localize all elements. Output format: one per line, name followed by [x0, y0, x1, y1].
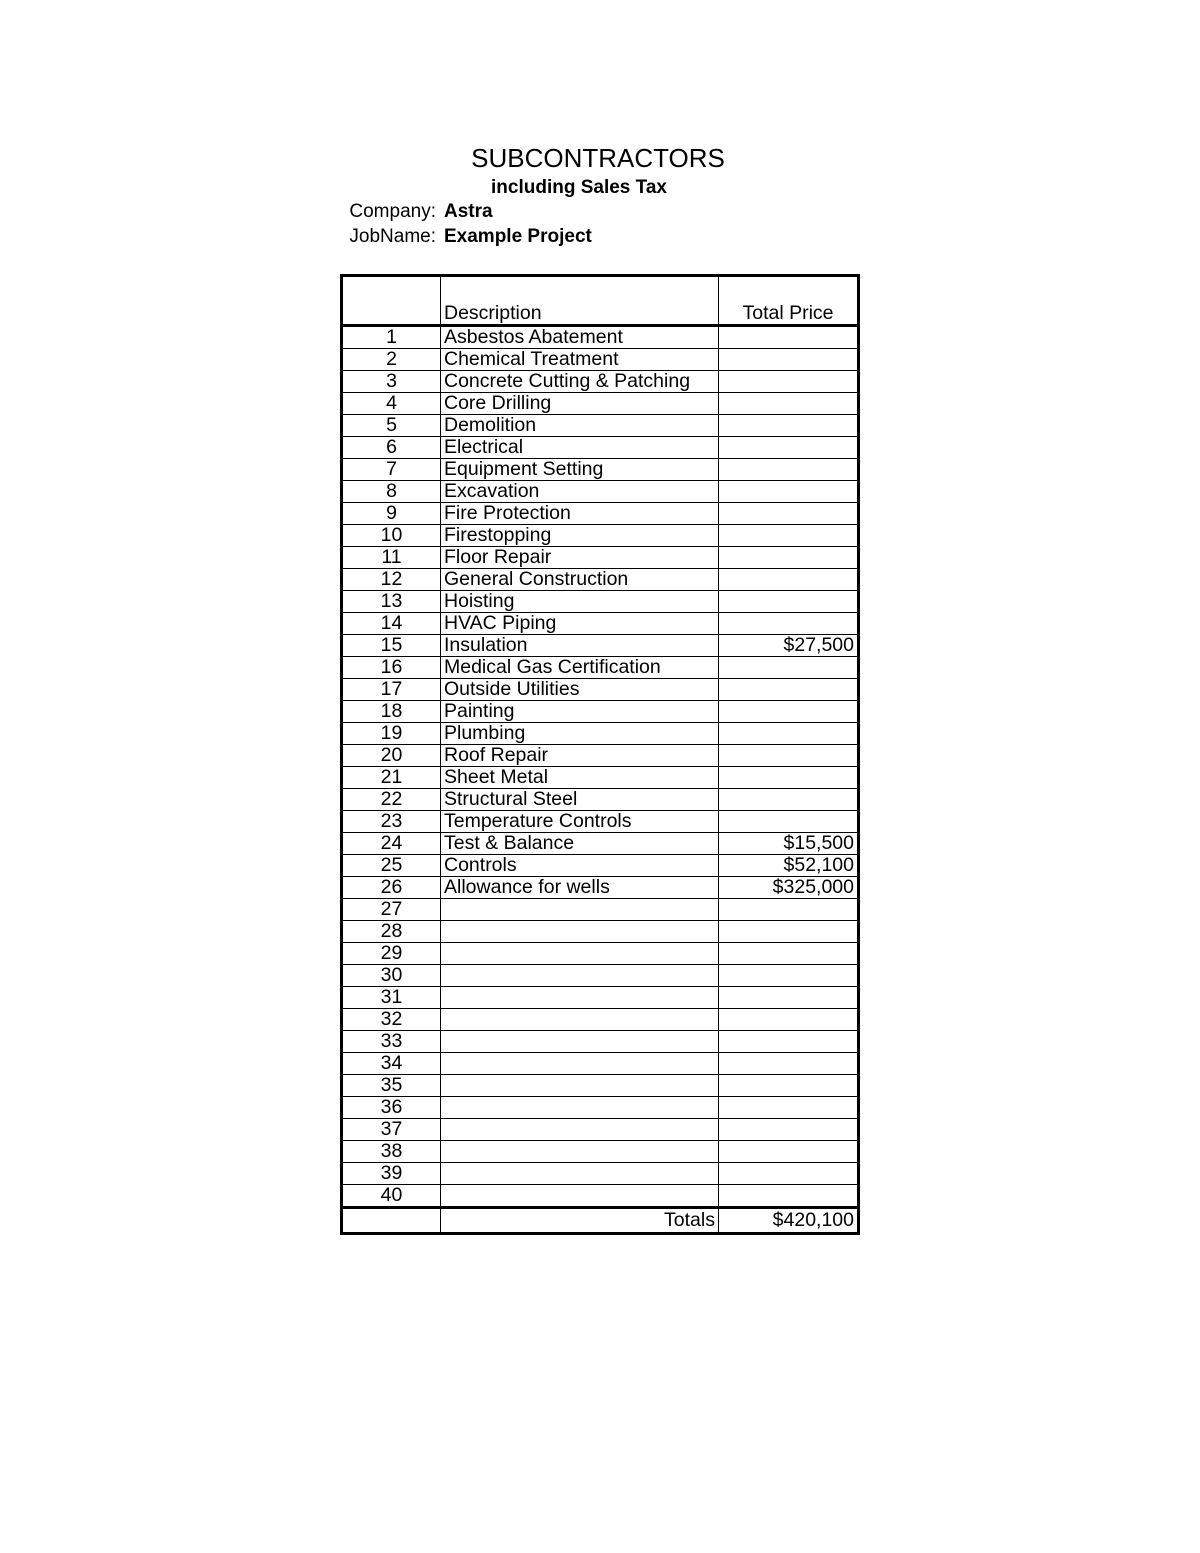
company-label: Company: — [349, 201, 436, 222]
row-description-cell: Test & Balance — [441, 833, 719, 855]
table-row — [342, 349, 859, 371]
row-price-cell — [719, 459, 859, 481]
page-subtitle: including Sales Tax — [491, 177, 667, 198]
row-description-cell — [441, 987, 719, 1009]
row-description-cell — [441, 1053, 719, 1075]
row-description-cell — [441, 921, 719, 943]
row-description-cell: Painting — [441, 701, 719, 723]
row-description-cell: Asbestos Abatement — [441, 326, 719, 349]
row-number-cell: 24 — [342, 833, 441, 855]
table-row — [342, 326, 859, 349]
row-number-cell: 23 — [342, 811, 441, 833]
row-description-cell: Sheet Metal — [441, 767, 719, 789]
row-price-cell — [719, 811, 859, 833]
row-description-cell: Equipment Setting — [441, 459, 719, 481]
row-number-cell: 31 — [342, 987, 441, 1009]
table-row — [342, 371, 859, 393]
row-number-cell: 39 — [342, 1163, 441, 1185]
row-description-cell: Insulation — [441, 635, 719, 657]
table-row — [342, 657, 859, 679]
row-price-cell — [719, 1097, 859, 1119]
row-number-cell: 1 — [342, 326, 441, 349]
row-price-cell — [719, 1185, 859, 1208]
table-body — [342, 326, 859, 1208]
row-price-cell — [719, 789, 859, 811]
row-description-cell: Demolition — [441, 415, 719, 437]
totals-number-cell — [342, 1208, 441, 1234]
row-price-cell — [719, 921, 859, 943]
table-row — [342, 1141, 859, 1163]
row-number-cell: 25 — [342, 855, 441, 877]
column-header-number — [342, 276, 441, 326]
row-description-cell: General Construction — [441, 569, 719, 591]
row-description-cell: Floor Repair — [441, 547, 719, 569]
row-price-cell: $27,500 — [719, 635, 859, 657]
row-number-cell: 19 — [342, 723, 441, 745]
table-row — [342, 1009, 859, 1031]
row-price-cell — [719, 371, 859, 393]
row-price-cell — [719, 1031, 859, 1053]
table-row — [342, 1075, 859, 1097]
row-number-cell: 4 — [342, 393, 441, 415]
row-description-cell: HVAC Piping — [441, 613, 719, 635]
row-price-cell — [719, 767, 859, 789]
row-number-cell: 26 — [342, 877, 441, 899]
row-description-cell: Excavation — [441, 481, 719, 503]
table-row — [342, 1163, 859, 1185]
row-description-cell: Chemical Treatment — [441, 349, 719, 371]
row-price-cell — [719, 415, 859, 437]
row-price-cell: $15,500 — [719, 833, 859, 855]
table-row — [342, 855, 859, 877]
table-row — [342, 437, 859, 459]
column-header-description: Description — [441, 276, 719, 326]
row-price-cell — [719, 701, 859, 723]
row-price-cell — [719, 525, 859, 547]
table-row — [342, 833, 859, 855]
row-price-cell — [719, 679, 859, 701]
row-number-cell: 38 — [342, 1141, 441, 1163]
row-number-cell: 17 — [342, 679, 441, 701]
row-number-cell: 28 — [342, 921, 441, 943]
row-price-cell — [719, 1163, 859, 1185]
totals-value: $420,100 — [719, 1208, 859, 1234]
row-number-cell: 6 — [342, 437, 441, 459]
row-number-cell: 5 — [342, 415, 441, 437]
table-row — [342, 459, 859, 481]
table-row — [342, 393, 859, 415]
row-price-cell — [719, 657, 859, 679]
row-description-cell — [441, 1141, 719, 1163]
row-price-cell — [719, 613, 859, 635]
row-description-cell — [441, 1075, 719, 1097]
row-price-cell: $325,000 — [719, 877, 859, 899]
table-row — [342, 943, 859, 965]
row-price-cell — [719, 1009, 859, 1031]
column-header-total-price: Total Price — [719, 276, 859, 326]
row-price-cell — [719, 393, 859, 415]
row-number-cell: 21 — [342, 767, 441, 789]
totals-label: Totals — [441, 1208, 719, 1234]
row-description-cell — [441, 943, 719, 965]
row-description-cell — [441, 1119, 719, 1141]
table-row — [342, 789, 859, 811]
row-number-cell: 30 — [342, 965, 441, 987]
subcontractors-table — [340, 274, 860, 1235]
row-description-cell: Hoisting — [441, 591, 719, 613]
row-number-cell: 37 — [342, 1119, 441, 1141]
row-description-cell: Temperature Controls — [441, 811, 719, 833]
table-row — [342, 547, 859, 569]
row-description-cell: Allowance for wells — [441, 877, 719, 899]
row-price-cell — [719, 943, 859, 965]
row-description-cell: Roof Repair — [441, 745, 719, 767]
jobname-label: JobName: — [349, 226, 436, 247]
row-price-cell — [719, 1053, 859, 1075]
row-price-cell — [719, 1141, 859, 1163]
row-description-cell: Plumbing — [441, 723, 719, 745]
row-number-cell: 40 — [342, 1185, 441, 1208]
row-price-cell: $52,100 — [719, 855, 859, 877]
row-number-cell: 3 — [342, 371, 441, 393]
row-price-cell — [719, 723, 859, 745]
row-number-cell: 29 — [342, 943, 441, 965]
jobname-row — [300, 225, 592, 249]
row-number-cell: 20 — [342, 745, 441, 767]
table-row — [342, 415, 859, 437]
row-description-cell: Electrical — [441, 437, 719, 459]
table-row — [342, 877, 859, 899]
row-number-cell: 13 — [342, 591, 441, 613]
row-price-cell — [719, 745, 859, 767]
row-price-cell — [719, 481, 859, 503]
table-header-row — [342, 276, 859, 326]
row-number-cell: 16 — [342, 657, 441, 679]
row-number-cell: 10 — [342, 525, 441, 547]
row-description-cell: Core Drilling — [441, 393, 719, 415]
table-row — [342, 481, 859, 503]
page-title: SUBCONTRACTORS — [471, 143, 725, 173]
row-price-cell — [719, 899, 859, 921]
row-description-cell: Fire Protection — [441, 503, 719, 525]
table-row — [342, 767, 859, 789]
table-row — [342, 613, 859, 635]
table-row — [342, 1097, 859, 1119]
row-description-cell — [441, 1009, 719, 1031]
row-number-cell: 32 — [342, 1009, 441, 1031]
table-row — [342, 1119, 859, 1141]
row-number-cell: 22 — [342, 789, 441, 811]
row-number-cell: 27 — [342, 899, 441, 921]
table-row — [342, 569, 859, 591]
row-description-cell — [441, 1031, 719, 1053]
row-number-cell: 35 — [342, 1075, 441, 1097]
row-description-cell — [441, 1163, 719, 1185]
table-row — [342, 723, 859, 745]
row-description-cell: Concrete Cutting & Patching — [441, 371, 719, 393]
row-number-cell: 36 — [342, 1097, 441, 1119]
table-row — [342, 921, 859, 943]
row-description-cell: Firestopping — [441, 525, 719, 547]
row-price-cell — [719, 591, 859, 613]
row-description-cell: Structural Steel — [441, 789, 719, 811]
row-description-cell — [441, 1097, 719, 1119]
table-row — [342, 965, 859, 987]
row-description-cell: Medical Gas Certification — [441, 657, 719, 679]
jobname-value: Example Project — [444, 226, 592, 247]
row-number-cell: 9 — [342, 503, 441, 525]
table-row — [342, 635, 859, 657]
table-row — [342, 987, 859, 1009]
table-row — [342, 525, 859, 547]
table-row — [342, 811, 859, 833]
row-number-cell: 34 — [342, 1053, 441, 1075]
row-number-cell: 12 — [342, 569, 441, 591]
table-row — [342, 701, 859, 723]
totals-row — [342, 1208, 859, 1234]
table-row — [342, 679, 859, 701]
row-number-cell: 14 — [342, 613, 441, 635]
row-number-cell: 33 — [342, 1031, 441, 1053]
company-row — [300, 200, 493, 224]
row-price-cell — [719, 437, 859, 459]
row-price-cell — [719, 1119, 859, 1141]
row-number-cell: 7 — [342, 459, 441, 481]
row-price-cell — [719, 987, 859, 1009]
row-price-cell — [719, 1075, 859, 1097]
row-price-cell — [719, 965, 859, 987]
row-number-cell: 18 — [342, 701, 441, 723]
company-value: Astra — [444, 201, 493, 222]
row-description-cell — [441, 1185, 719, 1208]
row-price-cell — [719, 349, 859, 371]
row-number-cell: 11 — [342, 547, 441, 569]
row-number-cell: 8 — [342, 481, 441, 503]
table-row — [342, 503, 859, 525]
row-number-cell: 15 — [342, 635, 441, 657]
table-row — [342, 899, 859, 921]
row-price-cell — [719, 503, 859, 525]
table-row — [342, 1185, 859, 1208]
table-row — [342, 1053, 859, 1075]
row-description-cell — [441, 965, 719, 987]
row-description-cell: Outside Utilities — [441, 679, 719, 701]
row-description-cell — [441, 899, 719, 921]
table-row — [342, 591, 859, 613]
row-number-cell: 2 — [342, 349, 441, 371]
table-row — [342, 745, 859, 767]
row-price-cell — [719, 569, 859, 591]
row-price-cell — [719, 326, 859, 349]
row-description-cell: Controls — [441, 855, 719, 877]
row-price-cell — [719, 547, 859, 569]
table-row — [342, 1031, 859, 1053]
